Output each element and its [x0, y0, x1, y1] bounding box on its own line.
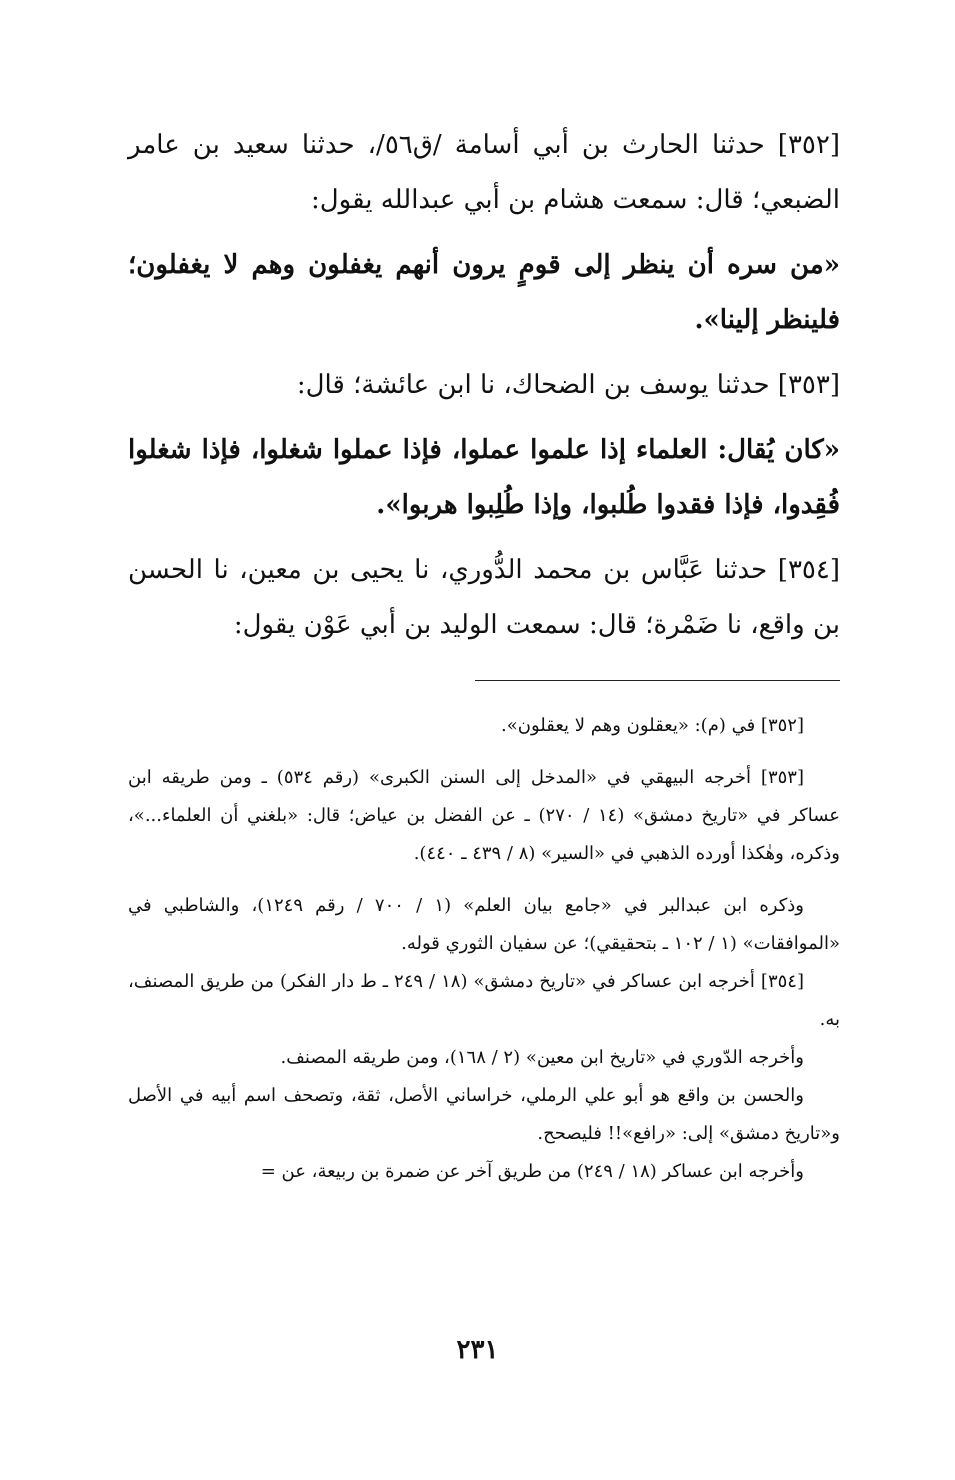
paragraph-354: [٣٥٤] حدثنا عَبَّاس بن محمد الدُّوري، نا يحيى بن معين، نا الحسن بن واقع، نا ضَمْرة؛ قال: سمعت الوليد بن أبي عَوْن يقول:	[128, 555, 840, 640]
main-text	[128, 118, 840, 653]
footnote-352: [٣٥٢] في (م): «يعقلون وهم لا يعقلون».	[501, 715, 804, 736]
footnote-353-extra: وذكره ابن عبدالبر في «جامع بيان العلم» (١ / ٧٠٠ / رقم ١٢٤٩)، والشاطبي في «الموافقات» (١ / ١٠٢ ـ بتحقيقي)؛ عن سفيان الثوري قوله.	[128, 895, 840, 954]
paragraph-353: [٣٥٣] حدثنا يوسف بن الضحاك، نا ابن عائشة؛ قال:	[296, 370, 840, 400]
footnote-354-duri: وأخرجه الدّوري في «تاريخ ابن معين» (٢ / ١٦٨)، ومن طريقه المصنف.	[280, 1047, 804, 1068]
footnote-354: [٣٥٤] أخرجه ابن عساكر في «تاريخ دمشق» (١٨ / ٢٤٩ ـ ط دار الفكر) من طريق المصنف، به.	[128, 971, 840, 1030]
footnotes	[128, 707, 840, 1191]
footnote-354-ibn-asakir: وأخرجه ابن عساكر (١٨ / ٢٤٩) من طريق آخر عن ضمرة بن ربيعة، عن =	[260, 1161, 804, 1182]
footnote-353: [٣٥٣] أخرجه البيهقي في «المدخل إلى السنن الكبرى» (رقم ٥٣٤) ـ ومن طريقه ابن عساكر في «تاريخ دمشق» (١٤ / ٢٧٠) ـ عن الفضل بن عياض؛ قال: «بلغني أن العلماء...»، وذكره، وهٰكذا أورده الذهبي في «السير» (٨ / ٤٣٩ ـ ٤٤٠).	[128, 767, 840, 864]
hadith-353: «كان يُقال: العلماء إذا علموا عملوا، فإذا عملوا شغلوا، فإذا شغلوا فُقِدوا، فإذا فقدوا طُلبوا، وإذا طُلِبوا هربوا».	[128, 435, 840, 520]
hadith-352: «من سره أن ينظر إلى قومٍ يرون أنهم يغفلون وهم لا يغفلون؛ فلينظر إلينا».	[128, 250, 840, 335]
footnote-354-hasan: والحسن بن واقع هو أبو علي الرملي، خراساني الأصل، ثقة، وتصحف اسم أبيه في الأصل و«تاريخ دمشق» إلى: «رافع»!! فليصحح.	[128, 1085, 840, 1144]
paragraph-352: [٣٥٢] حدثنا الحارث بن أبي أسامة /ق٥٦/، حدثنا سعيد بن عامر الضبعي؛ قال: سمعت هشام بن أبي عبدالله يقول:	[128, 130, 840, 215]
page-number: ٢٣١	[456, 1335, 499, 1365]
footnote-divider	[475, 680, 840, 681]
